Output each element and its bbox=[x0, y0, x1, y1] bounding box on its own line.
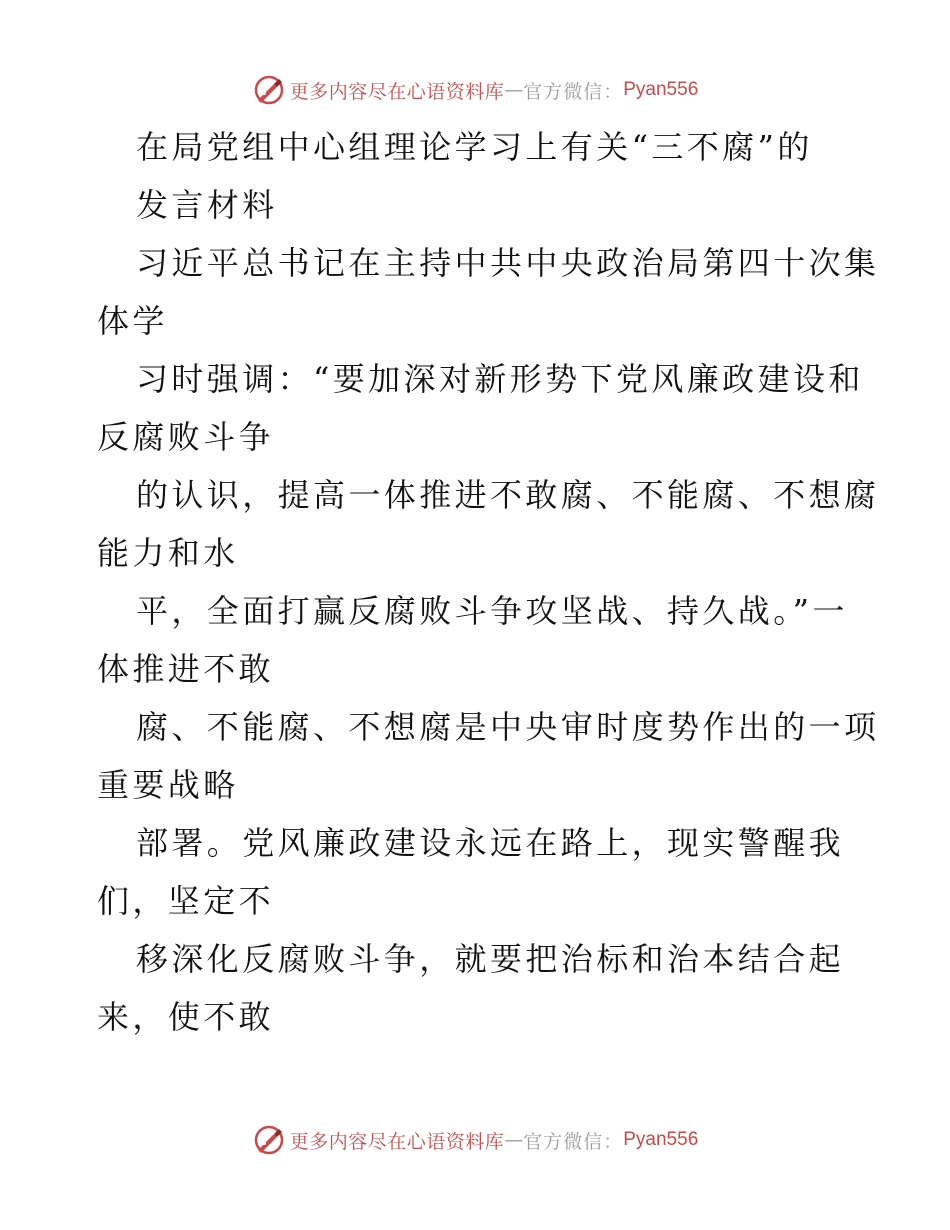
watermark-sub-text: 官方微信： bbox=[523, 1130, 624, 1153]
pen-logo-icon bbox=[252, 73, 286, 107]
watermark-dash: — bbox=[504, 79, 524, 101]
text-line: 腐、不能腐、不想腐是中央审时度势作出的一项 bbox=[136, 708, 880, 746]
text-line: 重要战略 bbox=[97, 766, 239, 804]
watermark-dash: — bbox=[504, 1129, 524, 1151]
watermark-wechat-id: Pyan556 bbox=[623, 1129, 699, 1150]
text-line: 的认识，提高一体推进不敢腐、不能腐、不想腐 bbox=[136, 476, 880, 514]
header-watermark bbox=[0, 70, 950, 110]
text-line: 来，使不敢 bbox=[97, 998, 275, 1036]
watermark-sub-text: 官方微信： bbox=[523, 80, 624, 103]
text-line: 发言材料 bbox=[136, 186, 278, 224]
text-line: 体推进不敢 bbox=[97, 650, 275, 688]
pen-logo-icon bbox=[252, 1123, 286, 1157]
text-line: 反腐败斗争 bbox=[97, 418, 275, 456]
text-line: 部署。党风廉政建设永远在路上，现实警醒我 bbox=[136, 824, 845, 862]
text-line: 移深化反腐败斗争，就要把治标和治本结合起 bbox=[136, 940, 845, 978]
text-line: 平，全面打赢反腐败斗争攻坚战、持久战。”一 bbox=[136, 592, 848, 630]
watermark-main-text: 更多内容尽在心语资料库 bbox=[289, 80, 505, 103]
text-line: 体学 bbox=[97, 302, 168, 340]
watermark-main-text: 更多内容尽在心语资料库 bbox=[289, 1130, 505, 1153]
watermark-wechat-id: Pyan556 bbox=[623, 79, 699, 100]
text-line: 们，坚定不 bbox=[97, 882, 275, 920]
text-line: 能力和水 bbox=[97, 534, 239, 572]
text-line: 习近平总书记在主持中共中央政治局第四十次集 bbox=[136, 244, 880, 282]
text-line: 在局党组中心组理论学习上有关“三不腐”的 bbox=[136, 128, 813, 166]
text-line: 习时强调：“要加深对新形势下党风廉政建设和 bbox=[136, 360, 864, 398]
footer-watermark bbox=[0, 1120, 950, 1160]
